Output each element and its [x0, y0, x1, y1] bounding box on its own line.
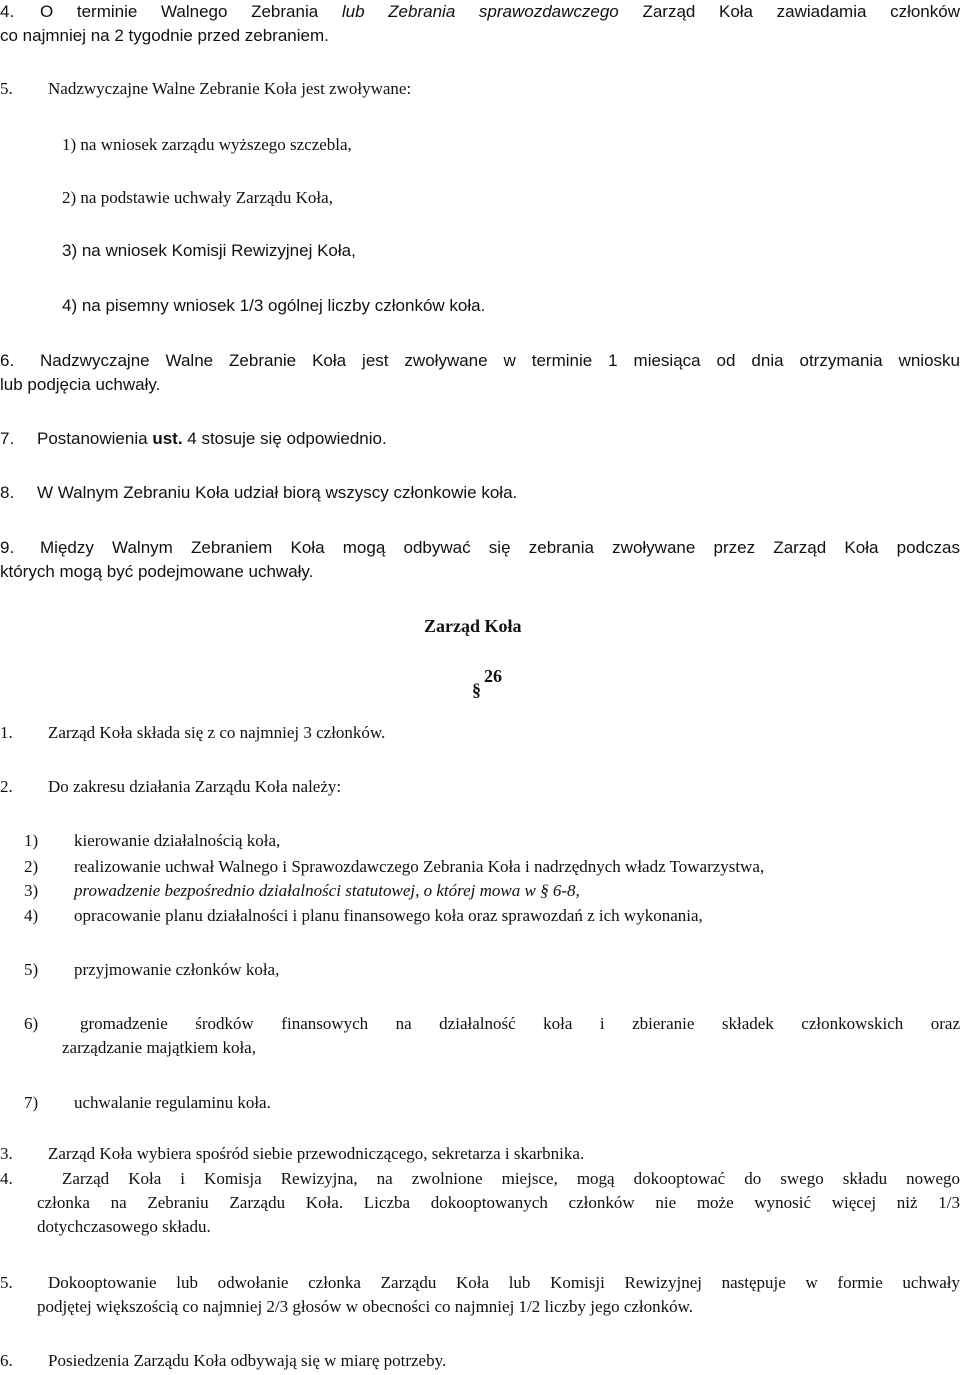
paragraph-line: Między Walnym Zebraniem Koła mogą odbywać się zebrania zwoływane przez Zarząd Koła podczas [40, 538, 960, 557]
paragraph-line: członka na Zebraniu Zarządu Koła. Liczba dokooptowanych członków nie może wynosić więcej niż 1/3 [37, 1193, 960, 1212]
section-item-4 [0, 1167, 960, 1239]
paragraph-line: Zarząd Koła składa się z co najmniej 3 członków. [48, 723, 386, 742]
list-item: 2) na podstawie uchwały Zarządu Koła, [62, 188, 333, 207]
list-item-text: uchwalanie regulaminu koła. [74, 1093, 271, 1112]
paragraph-line: Nadzwyczajne Walne Zebranie Koła jest zwoływane w terminie 1 miesiąca od dnia otrzymania wniosku [40, 351, 960, 370]
paragraph-6 [0, 349, 960, 397]
list-item-text: zarządzanie majątkiem koła, [62, 1038, 256, 1057]
list-item-number: 7) [24, 1093, 39, 1112]
list-item-number: 1) [24, 831, 39, 850]
section-item-3 [0, 1142, 960, 1166]
list-item-number: 2) [24, 857, 39, 876]
list-item-text: prowadzenie bezpośrednio działalności statutowej, o której mowa w § 6-8, [74, 881, 580, 900]
paragraph-line: których mogą być podejmowane uchwały. [0, 562, 314, 581]
paragraph-number: 4. [0, 2, 15, 21]
paragraph-number: 9. [0, 538, 15, 557]
paragraph-number: 1. [0, 723, 13, 742]
list-item-text: realizowanie uchwał Walnego i Sprawozdawczego Zebrania Koła i nadrzędnych władz Towarzystwa, [74, 857, 765, 876]
paragraph-line: podjętej większością co najmniej 2/3 głosów w obecności co najmniej 1/2 liczby jego członków. [37, 1297, 694, 1316]
list-item-number: 3) [24, 881, 39, 900]
list-item-number: 6) [24, 1014, 39, 1033]
paragraph-number: 4. [0, 1169, 13, 1188]
paragraph-line: lub podjęcia uchwały. [0, 375, 161, 394]
paragraph-line: co najmniej na 2 tygodnie przed zebraniem. [0, 26, 329, 45]
paragraph-number: 6. [0, 1351, 13, 1370]
list-item-multiline [0, 1012, 960, 1060]
paragraph-line: Postanowienia ust. 4 stosuje się odpowiednio. [37, 429, 387, 448]
list-item-text: kierowanie działalnością koła, [74, 831, 281, 850]
section-paragraph-mark: § 26 [472, 666, 502, 700]
paragraph-line: dotychczasowego składu. [37, 1217, 211, 1236]
list-item-text: gromadzenie środków finansowych na działalność koła i zbieranie składek członkowskich oraz [80, 1014, 960, 1033]
paragraph-9 [0, 536, 960, 584]
section-item-1 [0, 721, 960, 745]
paragraph-line: Nadzwyczajne Walne Zebranie Koła jest zwoływane: [48, 79, 412, 98]
list-item-text: przyjmowanie członków koła, [74, 960, 280, 979]
section-item-2 [0, 775, 960, 799]
paragraph-number: 8. [0, 483, 15, 502]
list-item: 4) na pisemny wniosek 1/3 ogólnej liczby członków koła. [62, 296, 486, 315]
list-item: 3) na wniosek Komisji Rewizyjnej Koła, [62, 241, 356, 260]
section-item-5 [0, 1271, 960, 1319]
paragraph-7 [0, 427, 960, 451]
paragraph-number: 2. [0, 777, 13, 796]
list-item-number: 5) [24, 960, 39, 979]
list-item: 1) na wniosek zarządu wyższego szczebla, [62, 135, 352, 154]
list-item-number: 4) [24, 906, 39, 925]
paragraph-line: Zarząd Koła i Komisja Rewizyjna, na zwolnione miejsce, mogą dokooptować do swego składu nowego [62, 1169, 960, 1188]
paragraph-number: 6. [0, 351, 15, 370]
section-item-6 [0, 1349, 960, 1373]
paragraph-line: Posiedzenia Zarządu Koła odbywają się w miarę potrzeby. [48, 1351, 447, 1370]
paragraph-number: 5. [0, 1273, 13, 1292]
paragraph-line: Do zakresu działania Zarządu Koła należy: [48, 777, 342, 796]
list-item-text: opracowanie planu działalności i planu finansowego koła oraz sprawozdań z ich wykonania, [74, 906, 703, 925]
paragraph-number: 3. [0, 1144, 13, 1163]
paragraph-number: 7. [0, 429, 15, 448]
paragraph-line: Dokooptowanie lub odwołanie członka Zarządu Koła lub Komisji Rewizyjnej następuje w formie uchwały [48, 1273, 960, 1292]
paragraph-5 [0, 77, 960, 101]
paragraph-line: W Walnym Zebraniu Koła udział biorą wszyscy członkowie koła. [37, 483, 518, 502]
paragraph-line: Zarząd Koła wybiera spośród siebie przewodniczącego, sekretarza i skarbnika. [48, 1144, 585, 1163]
paragraph-number: 5. [0, 79, 13, 98]
paragraph-8 [0, 481, 960, 505]
paragraph-4 [0, 0, 960, 48]
section-heading: Zarząd Koła [424, 616, 522, 636]
paragraph-line: O terminie Walnego Zebrania lub Zebrania sprawozdawczego Zarząd Koła zawiadamia członków [40, 2, 960, 21]
